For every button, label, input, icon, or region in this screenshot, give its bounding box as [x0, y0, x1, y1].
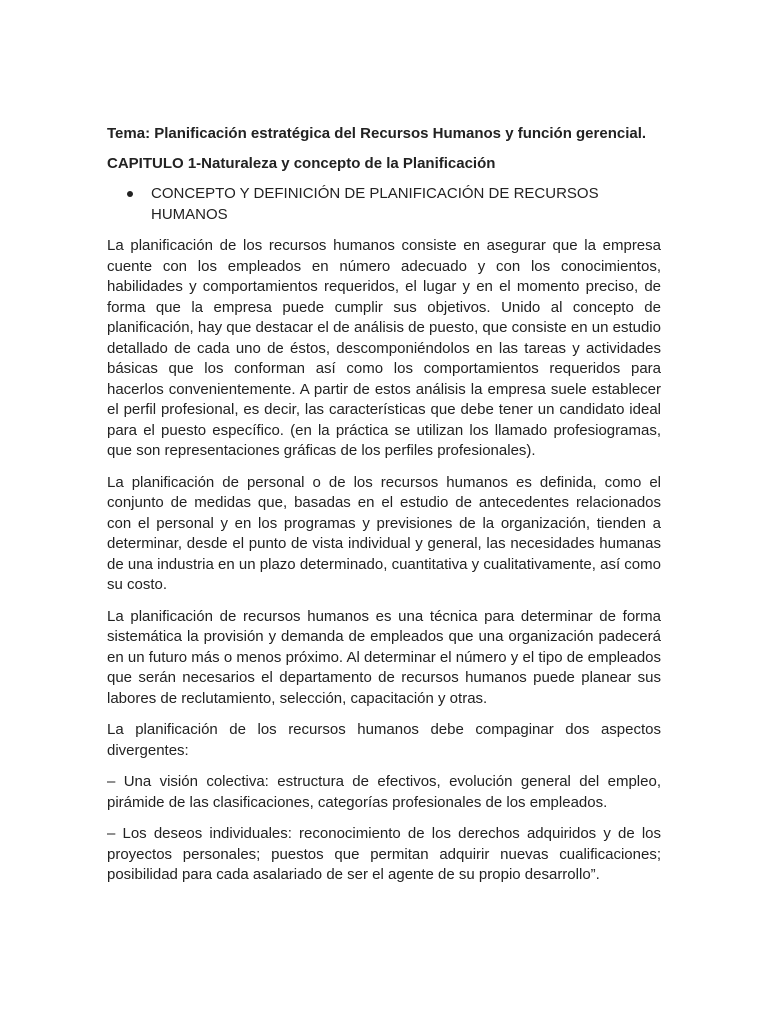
paragraph-6: – Los deseos individuales: reconocimiento de los derechos adquiridos y de los proyectos personales; puestos que permitan adquirir nuevas cualificaciones; posibilidad para cada asalariado de ser el agente de su propio desarrollo”.	[107, 825, 661, 883]
bullet-dot-icon	[127, 191, 133, 197]
paragraph-5: – Una visión colectiva: estructura de efectivos, evolución general del empleo, pirámide de las clasificaciones, categorías profesionales de los empleados.	[107, 773, 661, 811]
chapter-heading: CAPITULO 1-Naturaleza y concepto de la Planificación	[107, 155, 496, 172]
paragraph-4: La planificación de los recursos humanos debe compaginar dos aspectos divergentes:	[107, 721, 661, 759]
paragraph-3: La planificación de recursos humanos es una técnica para determinar de forma sistemática la provisión y demanda de empleados que una organización padecerá en un futuro más o menos próximo. Al determinar el número y el tipo de empleados que serán necesarios el departamento de recursos humanos puede planear sus labores de reclutamiento, selección, capacitación y otras.	[107, 607, 661, 707]
paragraph-2: La planificación de personal o de los recursos humanos es definida, como el conjunto de medidas que, basadas en el estudio de antecedentes relacionados con el personal y en los programas y previsiones de la organización, tienden a determinar, desde el punto de vista individual y general, las necesidades humanas de una industria en un plazo determinado, cuantitativa y cualitativamente, así como su costo.	[107, 473, 661, 593]
bullet-item	[107, 184, 661, 225]
document-title: Tema: Planificación estratégica del Recursos Humanos y función gerencial.	[107, 125, 647, 142]
bullet-list	[107, 184, 661, 225]
paragraph-1: La planificación de los recursos humanos consiste en asegurar que la empresa cuente con los empleados en número adecuado y con los conocimientos, habilidades y comportamientos requeridos, el lugar y en el momento preciso, de forma que la empresa puede cumplir sus objetivos. Unido al concepto de planificación, hay que destacar el de análisis de puesto, que consiste en un estudio detallado de cada uno de éstos, descomponiéndolos en las tareas y actividades básicas que los conforman así como los comportamientos requeridos para hacerlos convenientemente. A partir de estos análisis la empresa suele establecer el perfil profesional, es decir, las características que debe tener un candidato ideal para el puesto específico. (en la práctica se utilizan los llamado profesiogramas, que son representaciones gráficas de los perfiles profesionales).	[107, 237, 661, 459]
bullet-text: CONCEPTO Y DEFINICIÓN DE PLANIFICACIÓN DE RECURSOS HUMANOS	[151, 185, 599, 223]
